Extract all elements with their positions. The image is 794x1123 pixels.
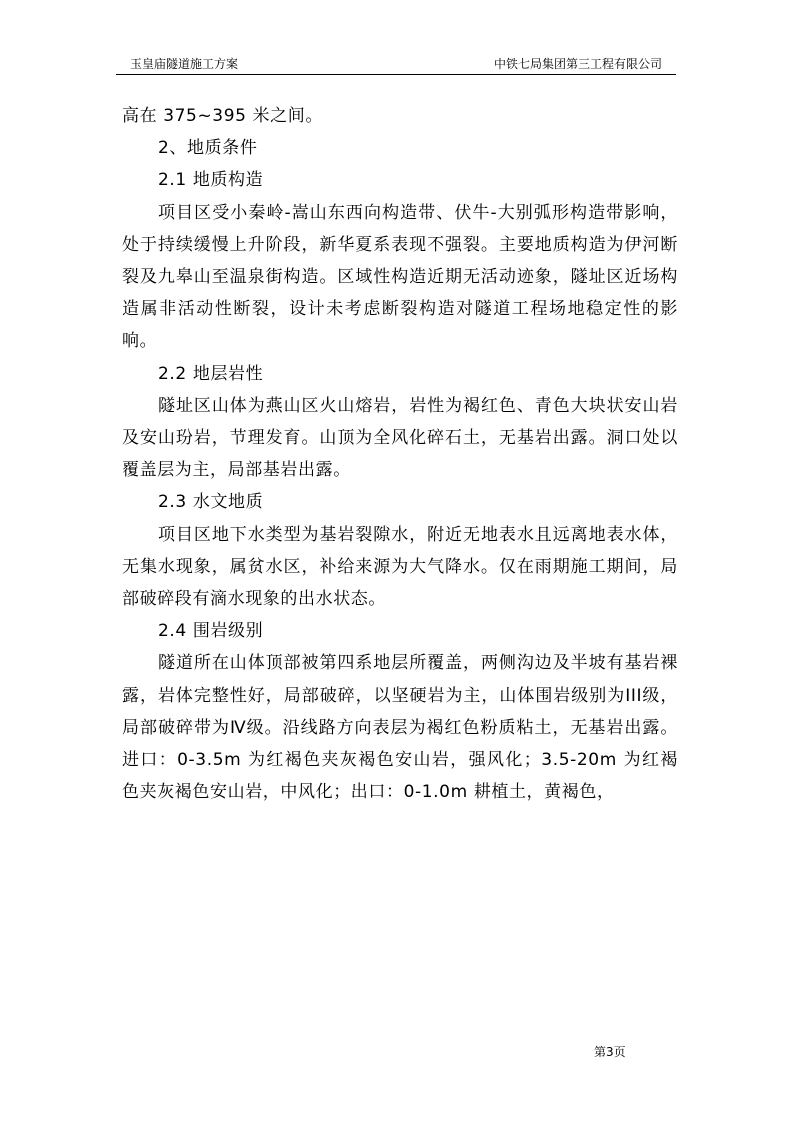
page-header [116,50,676,75]
subsection-heading-hydrogeology: 2.3 水文地质 [158,492,264,513]
page-number: 第3页 [594,1045,626,1059]
subsection-heading-rock-grade: 2.4 围岩级别 [158,621,264,642]
subsection-heading-structure: 2.1 地质构造 [158,170,264,191]
paragraph-hydrogeology: 项目区地下水类型为基岩裂隙水，附近无地表水且远离地表水体，无集水现象，属贫水区，补给来源为大气降水。仅在雨期施工期间，局部破碎段有滴水现象的出水状态。 [122,524,678,610]
subsection-heading-lithology: 2.2 地层岩性 [158,363,264,384]
section-heading-geology: 2、地质条件 [158,138,258,159]
company-name: 中铁七局集团第三工程有限公司 [493,57,662,71]
paragraph-structure: 项目区受小秦岭-嵩山东西向构造带、伏牛-大别弧形构造带影响，处于持续缓慢上升阶段，新华夏系表现不强裂。主要地质构造为伊河断裂及九皋山至温泉街构造。区域性构造近期无活动迹象，隧址区近场构造属非活动性断裂，设计未考虑断裂构造对隧道工程场地稳定性的影响。 [122,202,678,352]
document-body [122,100,678,808]
paragraph-lithology: 隧址区山体为燕山区火山熔岩，岩性为褐红色、青色大块状安山岩及安山玢岩，节理发育。山顶为全风化碎石土，无基岩出露。洞口处以覆盖层为主，局部基岩出露。 [122,395,678,481]
paragraph-rock-grade: 隧道所在山体顶部被第四系地层所覆盖，两侧沟边及半坡有基岩裸露，岩体完整性好，局部破碎，以坚硬岩为主，山体围岩级别为III级，局部破碎带为Ⅳ级。沿线路方向表层为褐红色粉质粘土，无基岩出露。进口：0-3.5m 为红褐色夹灰褐色安山岩，强风化；3.5-20m 为红褐色夹灰褐色安山岩，中风化；出口：0-1.0m 耕植土，黄褐色， [122,653,678,803]
paragraph-continuation: 高在 375~395 米之间。 [122,106,323,126]
document-title: 玉皇庙隧道施工方案 [130,57,239,71]
